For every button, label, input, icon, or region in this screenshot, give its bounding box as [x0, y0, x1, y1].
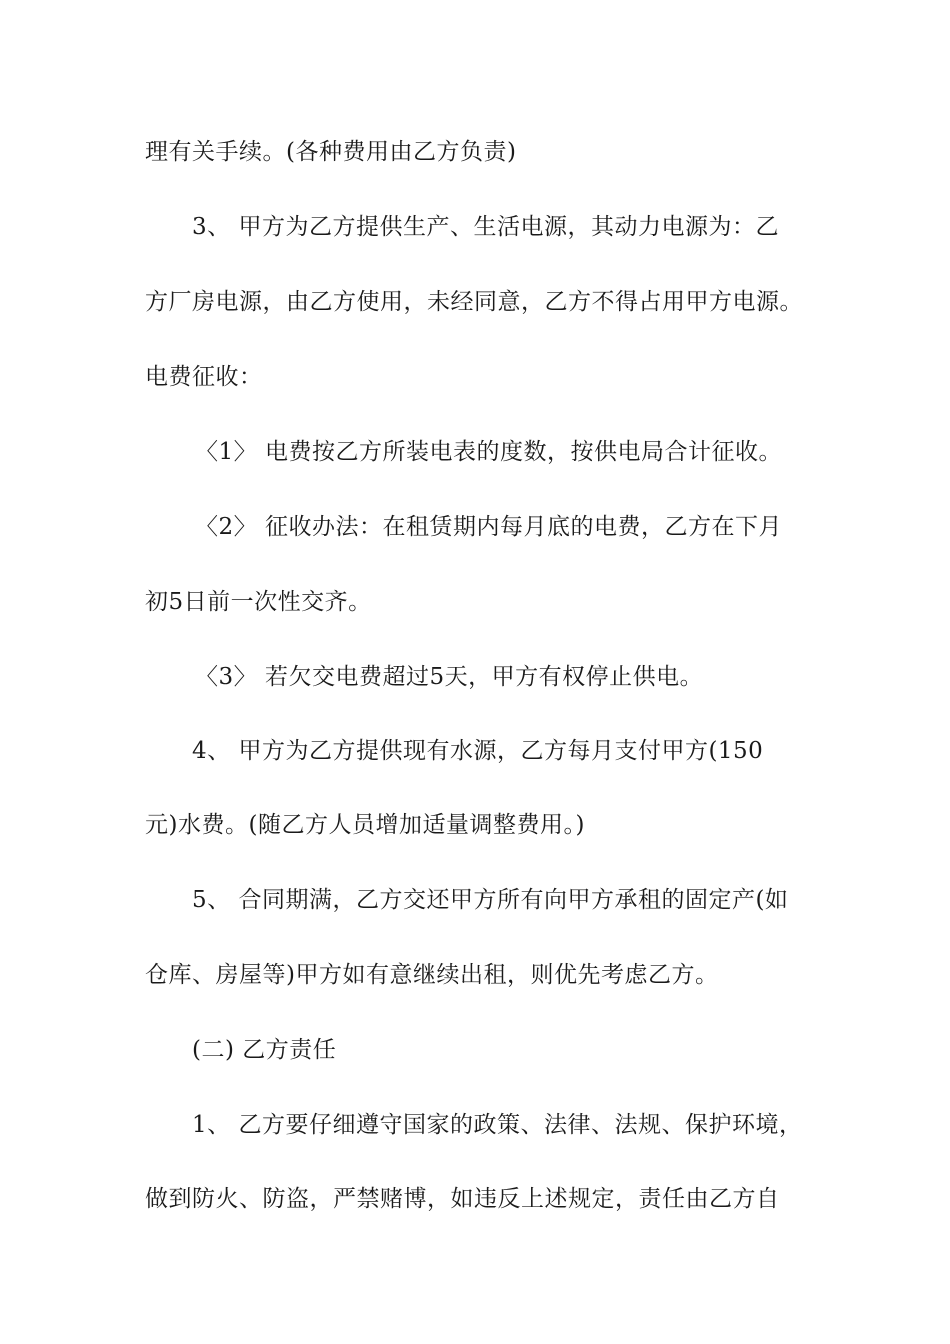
paragraph-line: 1、 乙方要仔细遵守国家的政策、法律、法规、保护环境，: [192, 1112, 803, 1138]
paragraph-line: 5、 合同期满，乙方交还甲方所有向甲方承租的固定产(如: [192, 887, 789, 913]
paragraph-line: 〈3〉 若欠交电费超过5天，甲方有权停止供电。: [195, 664, 704, 690]
paragraph-line: 元)水费。(随乙方人员增加适量调整费用。): [145, 812, 585, 838]
paragraph-line: 做到防火、防盗，严禁赌博，如违反上述规定，责任由乙方自: [145, 1186, 780, 1212]
paragraph-line: 初5日前一次性交齐。: [145, 589, 372, 615]
paragraph-line: 仓库、房屋等)甲方如有意继续出租，则优先考虑乙方。: [145, 962, 719, 988]
section-heading: (二) 乙方责任: [192, 1037, 337, 1063]
paragraph-line: 理有关手续。(各种费用由乙方负责): [145, 139, 517, 165]
paragraph-line: 3、 甲方为乙方提供生产、生活电源，其动力电源为：乙: [192, 214, 779, 240]
paragraph-line: 〈1〉 电费按乙方所装电表的度数，按供电局合计征收。: [195, 439, 782, 465]
paragraph-line: 方厂房电源，由乙方使用，未经同意，乙方不得占用甲方电源。: [145, 289, 803, 315]
paragraph-line: 〈2〉 征收办法：在租赁期内每月底的电费，乙方在下月: [195, 514, 782, 540]
paragraph-line: 电费征收：: [145, 364, 263, 390]
paragraph-line: 4、 甲方为乙方提供现有水源，乙方每月支付甲方(150: [192, 738, 764, 764]
